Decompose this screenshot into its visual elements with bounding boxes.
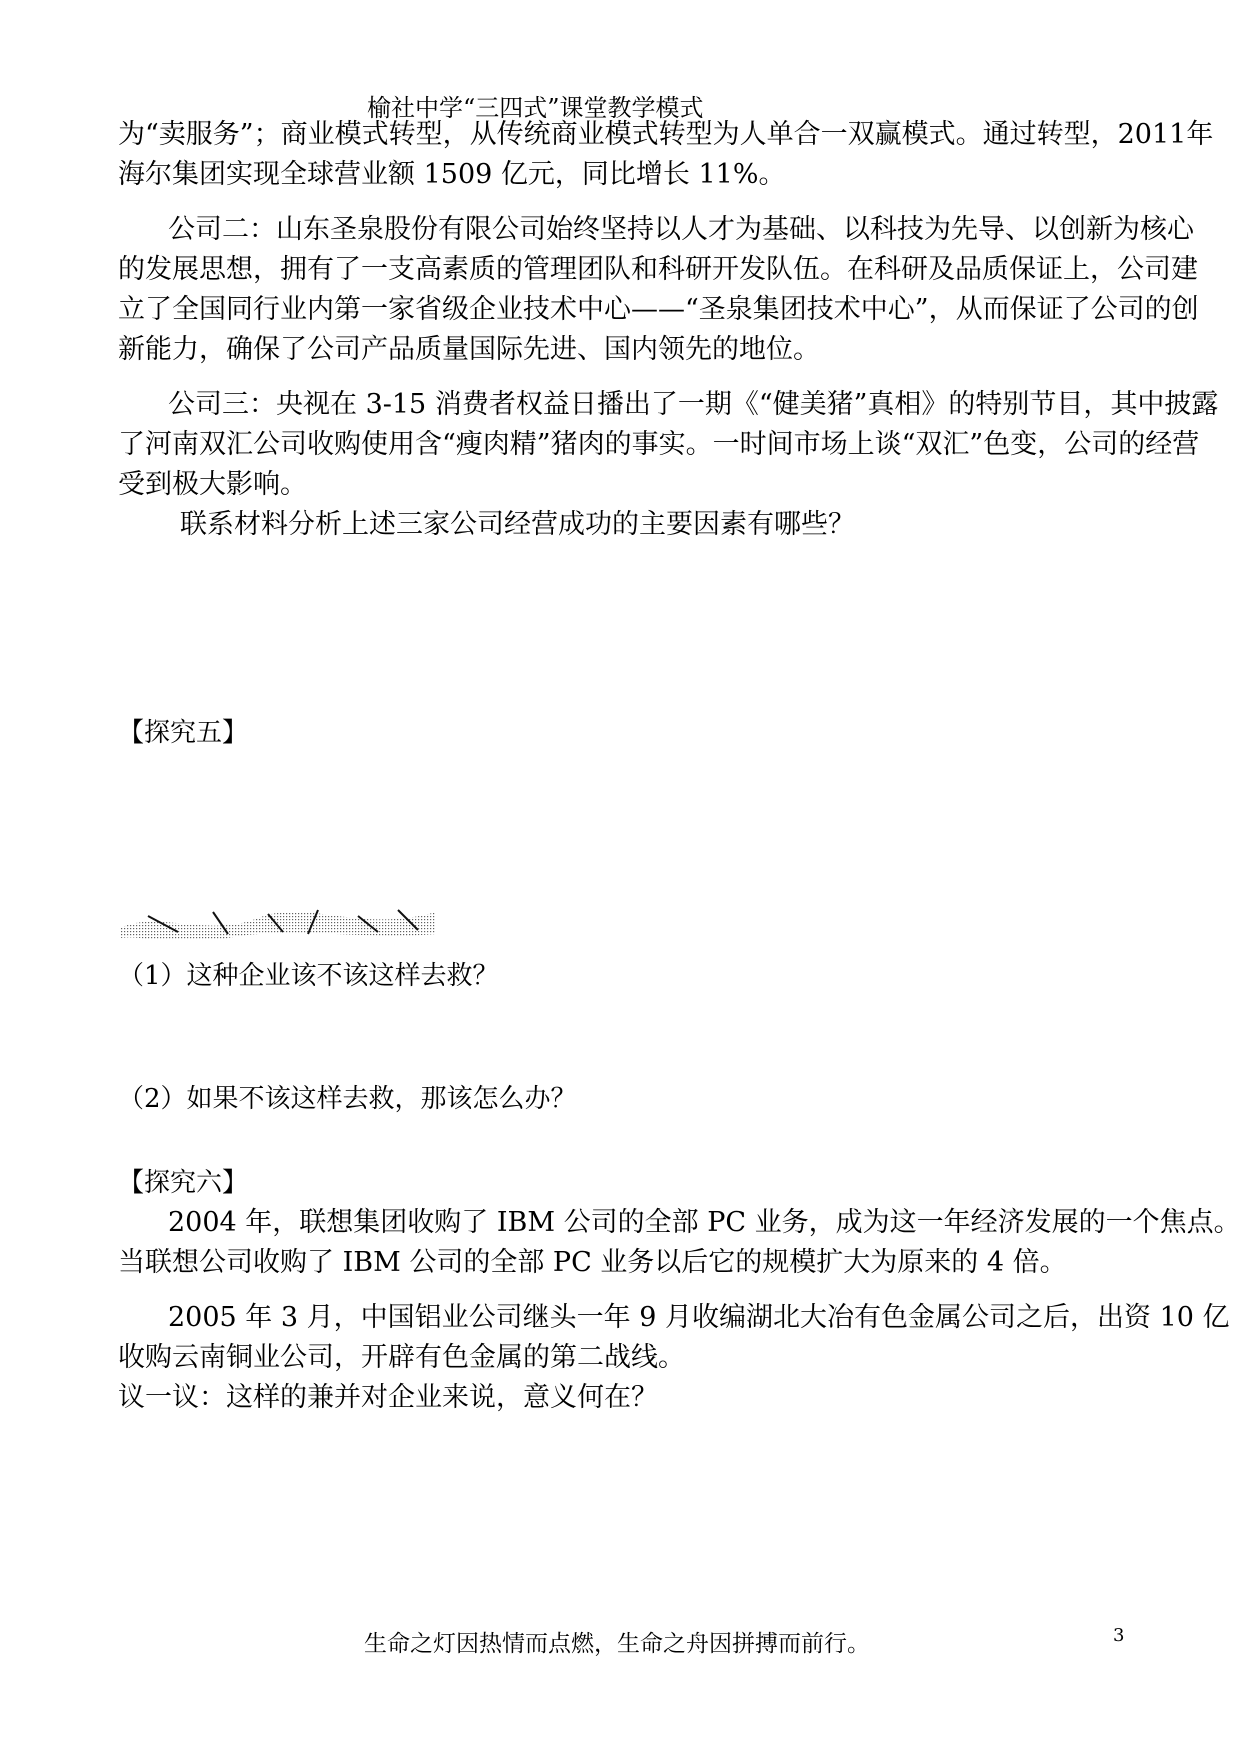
- body-line-1: 为“卖服务”；商业模式转型，从传统商业模式转型为人单合一双赢模式。通过转型，2011年: [118, 119, 1214, 150]
- section-6-line-5: 议一议：这样的兼并对企业来说，意义何在？: [118, 1382, 658, 1413]
- body-line-7: 公司三：央视在 3-15 消费者权益日播出了一期《“健美猪”真相》的特别节目，其中披露: [168, 389, 1219, 420]
- body-line-3: 公司二：山东圣泉股份有限公司始终坚持以人才为基础、以科技为先导、以创新为核心: [168, 214, 1194, 245]
- section-5-title: 【探究五】: [118, 718, 249, 748]
- page-header: 榆社中学“三四式”课堂教学模式: [367, 94, 704, 122]
- body-line-8: 了河南双汇公司收购使用含“瘦肉精”猪肉的事实。一时间市场上谈“双汇”色变，公司的经营: [118, 429, 1200, 460]
- question-2: （2）如果不该这样去救，那该怎么办？: [118, 1084, 577, 1114]
- section-6-line-2: 当联想公司收购了 IBM 公司的全部 PC 业务以后它的规模扩大为原来的 4 倍。: [118, 1247, 1067, 1278]
- question-1: （1）这种企业该不该这样去救？: [118, 961, 499, 991]
- section-6-line-1: 2004 年，联想集团收购了 IBM 公司的全部 PC 业务，成为这一年经济发展的一个焦点。: [168, 1207, 1241, 1238]
- body-line-4: 的发展思想，拥有了一支高素质的管理团队和科研开发队伍。在科研及品质保证上，公司建: [118, 254, 1198, 285]
- body-line-9: 受到极大影响。: [118, 469, 307, 500]
- section-6-line-4: 收购云南铜业公司，开辟有色金属的第二战线。: [118, 1342, 685, 1373]
- body-line-6: 新能力，确保了公司产品质量国际先进、国内领先的地位。: [118, 334, 820, 365]
- body-line-10: 联系材料分析上述三家公司经营成功的主要因素有哪些？: [180, 509, 855, 540]
- section-6-title: 【探究六】: [118, 1168, 249, 1198]
- footer-motto: 生命之灯因热情而点燃，生命之舟因拼搏而前行。: [364, 1631, 870, 1657]
- page-number: 3: [1113, 1625, 1125, 1646]
- body-line-5: 立了全国同行业内第一家省级企业技术中心——“圣泉集团技术中心”，从而保证了公司的创: [118, 294, 1199, 325]
- obscured-image-area: [118, 904, 438, 940]
- body-line-2: 海尔集团实现全球营业额 1509 亿元，同比增长 11%。: [118, 159, 786, 190]
- section-6-line-3: 2005 年 3 月，中国铝业公司继头一年 9 月收编湖北大冶有色金属公司之后，出资 10 亿: [168, 1302, 1230, 1333]
